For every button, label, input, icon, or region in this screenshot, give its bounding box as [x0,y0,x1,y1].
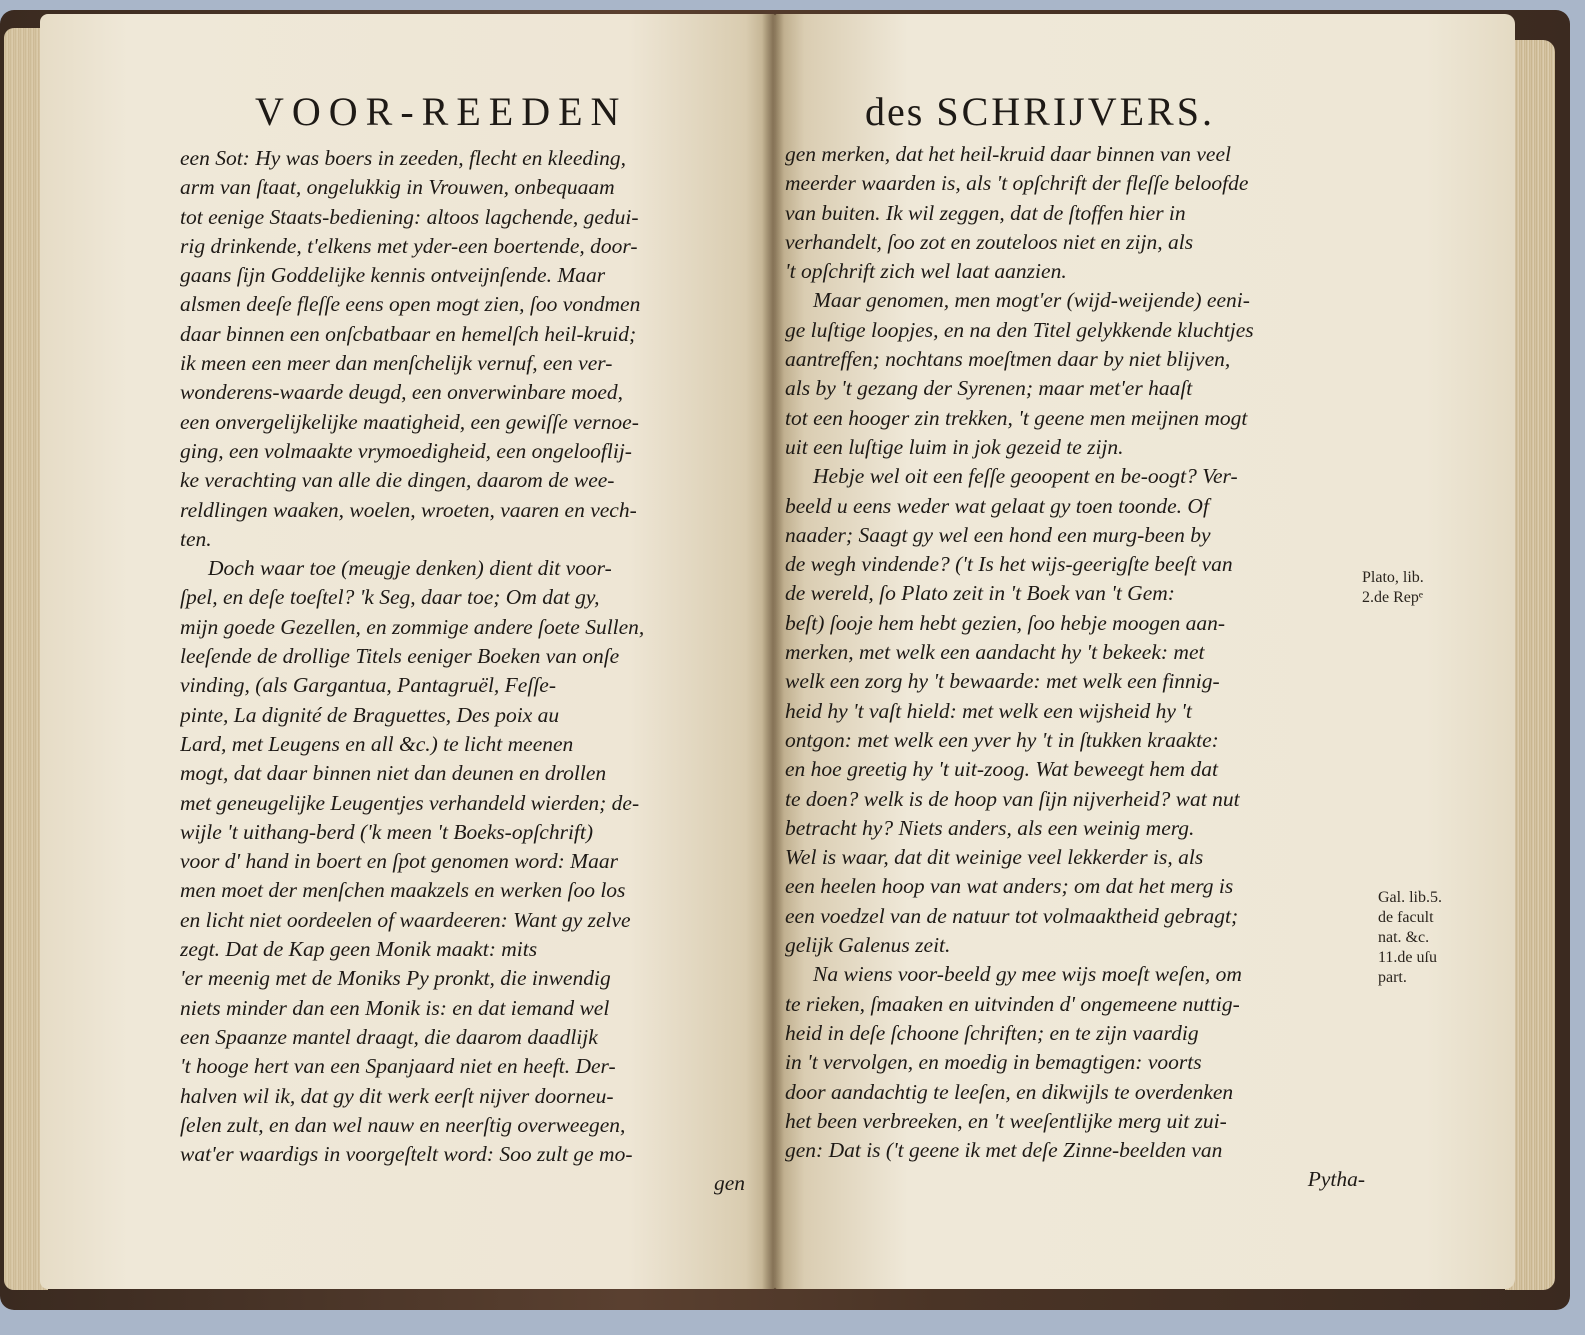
margin-note-line: Gal. lib.5. [1378,889,1442,906]
text-line: arm van ſtaat, ongelukkig in Vrouwen, onbequaam [180,175,615,200]
right-header-main: SCHRIJVERS. [936,89,1215,134]
text-line: 't hooge hert van een Spanjaard niet en heeft. Der- [180,1054,616,1079]
text-line: aantreffen; nochtans moeſtmen daar by niet blijven, [785,347,1231,372]
text-line: een Sot: Hy was boers in zeeden, flecht en kleeding, [180,146,626,170]
text-line: wijle 't uithang-berd ('k meen 't Boeks-opſchrift) [180,819,594,844]
text-line: de wegh vindende? ('t Is het wijs-geerigſte beeſt van [785,552,1233,577]
text-line: in 't vervolgen, en moedig in bemagtigen: voorts [785,1050,1202,1075]
text-line: van buiten. Ik wil zeggen, dat de ſtoffen hier in [785,200,1186,225]
text-line: daar binnen een onſcbatbaar en hemelſch heil-kruid; [180,321,637,346]
text-line: gen: Dat is ('t geene ik met deſe Zinne-beelden van [785,1138,1223,1163]
text-line: een heelen hoop van wat anders; om dat het merg is [785,874,1234,899]
text-line: tot een hooger zin trekken, 't geene men meijnen mogt [785,405,1248,430]
text-line: mogt, dat daar binnen niet dan deunen en drollen [180,761,607,786]
text-line: ontgon: met welk een yver hy 't in ſtukken kraakte: [785,727,1219,752]
text-line: gen merken, dat het heil-kruid daar binnen van veel [785,142,1231,166]
text-line: verhandelt, ſoo zot en zouteloos niet en zijn, als [785,229,1194,254]
text-line: rig drinkende, t'elkens met yder-een boertende, door- [180,233,638,258]
margin-note-line: de facult [1378,909,1434,926]
text-line: alsmen deeſe fleſſe eens open mogt zien, ſoo vondmen [180,292,641,317]
text-line: merken, met welk een aandacht hy 't bekeek: met [785,640,1205,665]
text-line: pinte, La dignité de Braguettes, Des poix au [180,702,560,727]
text-line: gen [713,1171,745,1196]
text-line: halven wil ik, dat gy dit werk eerſt nijver doorneu- [180,1083,614,1108]
text-line: betracht hy? Niets anders, als een weinig merg. [785,815,1195,840]
text-line: leeſende de drollige Titels eeniger Boeken van onſe [180,644,620,669]
text-line: beſt) ſooje hem hebt gezien, ſoo hebje moogen aan- [785,610,1226,635]
text-line: meerder waarden is, als 't opſchrift der fleſſe beloofde [785,171,1249,196]
text-line: ke verachting van alle die dingen, daarom de wee- [180,468,615,493]
text-line: mijn goede Gezellen, en zommige andere ſoete Sullen, [180,614,645,639]
text-line: 'er meenig met de Moniks Py pronkt, die inwendig [180,966,611,991]
text-line: Doch waar toe (meugje denken) dient dit voor- [208,556,612,581]
right-header-prefix: des [865,89,925,134]
text-line: heid in deſe ſchoone ſchriften; en te zijn vaardig [785,1020,1199,1045]
margin-note-plato [1362,568,1424,608]
text-line: Maar genomen, men mogt'er (wijd-weijende) eeni- [813,288,1250,313]
text-line: Pytha- [1307,1167,1365,1192]
text-line: tot eenige Staats-bediening: altoos lagchende, gedui- [180,204,639,229]
text-line: en hoe greetig hy 't uit-zoog. Wat beweegt hem dat [785,757,1218,782]
text-line: reldlingen waaken, woelen, wroeten, vaaren en vech- [180,497,637,522]
text-line: de wereld, ſo Plato zeit in 't Boek van 't Gem: [785,581,1175,606]
right-page-body [785,140,1365,1195]
margin-note-line: 11.de uſu [1378,949,1437,966]
margin-note-line: 2.de Repᵉ [1362,589,1423,606]
margin-note-line: nat. &c. [1378,929,1430,946]
text-line: naader; Saagt gy wel een hond een murg-been by [785,522,1211,547]
text-line: het been verbreeken, en 't weeſentlijke merg uit zui- [785,1108,1227,1133]
text-line: een voedzel van de natuur tot volmaaktheid gebragt; [785,903,1239,928]
text-line: en licht niet oordeelen of waardeeren: Want gy zelve [180,907,631,932]
text-line: ſpel, en deſe toeſtel? 'k Seg, daar toe; Om dat gy, [180,585,600,610]
text-line: welk een zorg hy 't bewaarde: met welk een finnig- [785,669,1220,694]
text-line: ſelen zult, en dan wel nauw en neerſtig overweegen, [180,1112,626,1137]
text-line: 't opſchrift zich wel laat aanzien. [785,259,1067,284]
text-line: voor d' hand in boert en ſpot genomen word: Maar [180,849,618,874]
text-line: Na wiens voor-beeld gy mee wijs moeſt weſen, om [813,962,1242,987]
margin-note-line: Plato, lib. [1362,569,1424,586]
text-line: ging, een volmaakte vrymoedigheid, een ongelooflij- [180,438,632,463]
text-line: te rieken, ſmaaken en uitvinden d' ongemeene nuttig- [785,991,1240,1016]
text-line: Hebje wel oit een feſſe geoopent en be-oogt? Ver- [813,464,1238,489]
text-line: zegt. Dat de Kap geen Monik maakt: mits [180,937,538,962]
book-gutter [762,14,784,1289]
text-line: beeld u eens weder wat gelaat gy toen toonde. Of [785,493,1209,518]
text-line: met geneugelijke Leugentjes verhandeld wierden; de- [180,790,640,815]
text-line: men moet der menſchen maakzels en werken ſoo los [180,878,626,903]
text-line: vinding, (als Gargantua, Pantagruël, Feſſe- [180,673,556,698]
text-line: Wel is waar, dat dit weinige veel lekkerder is, als [785,845,1204,870]
text-line: door aandachtig te leeſen, en dikwijls te overdenken [785,1079,1234,1104]
text-line: wonderens-waarde deugd, een onverwinbare moed, [180,380,624,405]
text-line: gaans ſijn Goddelijke kennis ontveijnſende. Maar [180,263,606,288]
margin-note-galen [1378,888,1442,988]
text-line: als by 't gezang der Syrenen; maar met'er haaſt [785,376,1193,401]
text-line: gelijk Galenus zeit. [785,933,951,958]
margin-note-line: part. [1378,969,1407,986]
text-line: wat'er waardigs in voorgeſtelt word: Soo zult ge mo- [180,1142,633,1167]
right-running-header [865,88,1215,135]
text-line: een Spaanze mantel draagt, die daarom daadlijk [180,1024,598,1049]
left-running-header: VOOR-REEDEN [255,89,628,134]
text-line: uit een luſtige luim in jok gezeid te zijn. [785,434,1124,459]
text-line: heid hy 't vaſt hield: met welk een wijsheid hy 't [785,698,1192,723]
text-line: ik meen een meer dan menſchelijk vernuf, een ver- [180,351,613,376]
left-page-body [180,144,745,1199]
text-line: ten. [180,526,212,551]
text-line: een onvergelijkelijke maatigheid, een gewiſſe vernoe- [180,409,639,434]
text-line: Lard, met Leugens en all &c.) te licht meenen [180,731,574,756]
text-line: te doen? welk is de hoop van ſijn nijverheid? wat nut [785,786,1240,811]
text-line: ge luſtige loopjes, en na den Titel gelykkende kluchtjes [785,317,1254,342]
text-line: niets minder dan een Monik is: en dat iemand wel [180,995,610,1020]
